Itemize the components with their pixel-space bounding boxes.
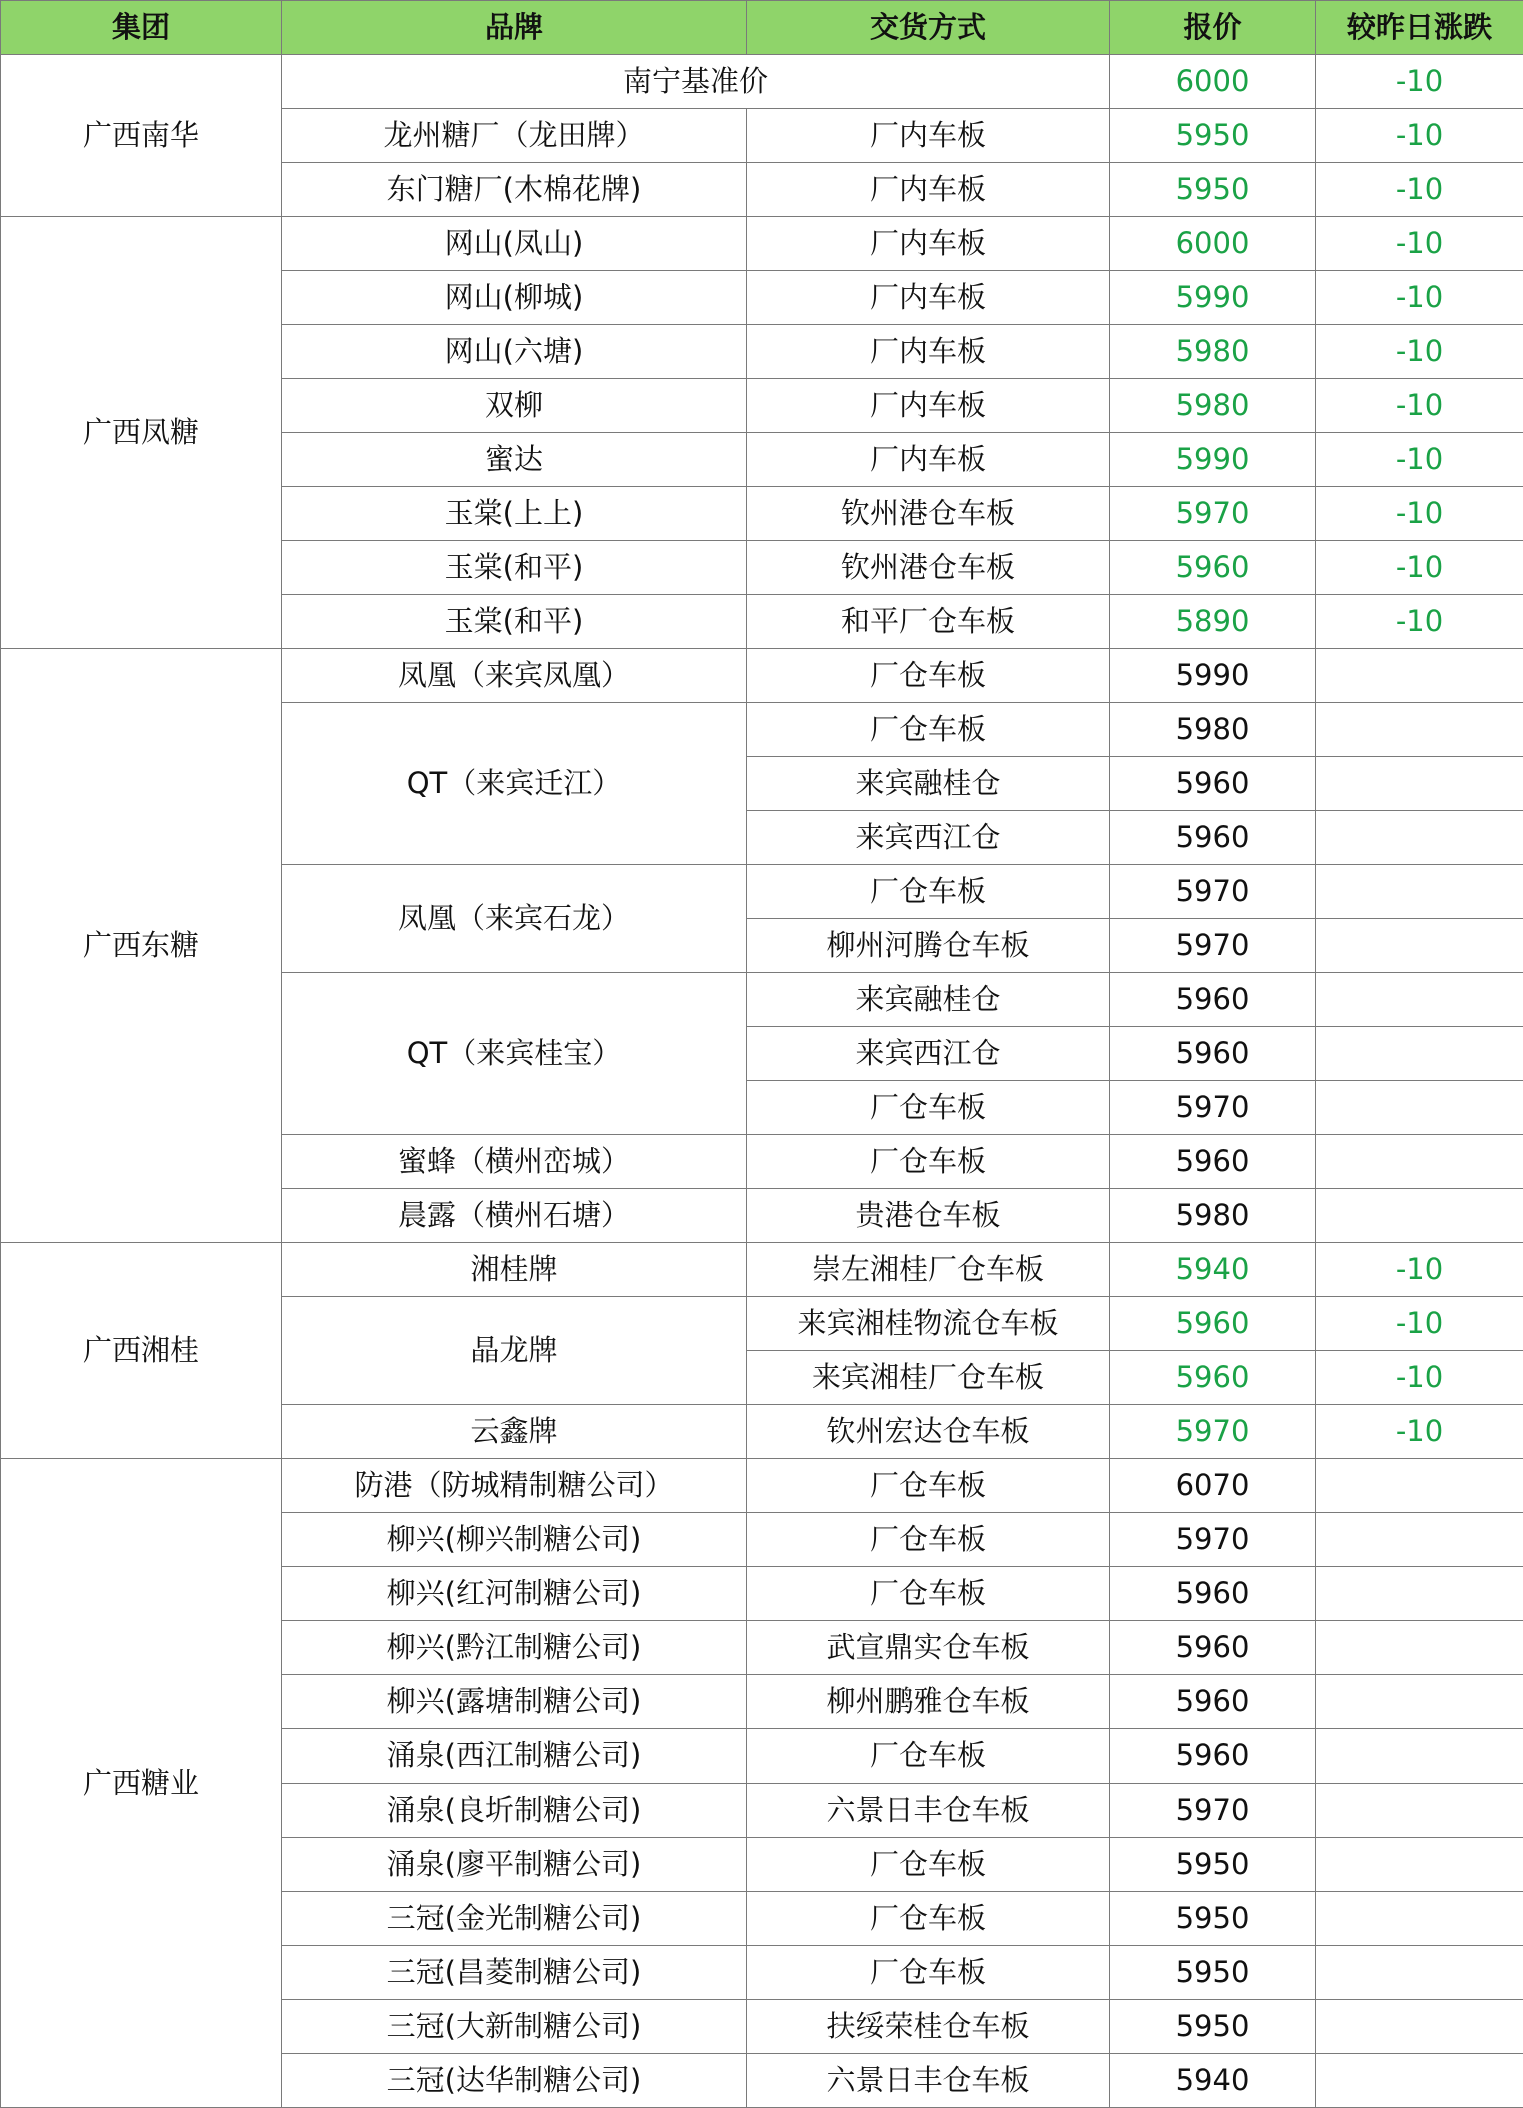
brand-cell: QT（来宾迁江） — [282, 703, 747, 865]
change-cell: -10 — [1316, 379, 1523, 433]
change-cell — [1316, 865, 1523, 919]
delivery-cell: 厂内车板 — [747, 217, 1110, 271]
price-cell: 5970 — [1110, 919, 1316, 973]
brand-cell: 晨露（横州石塘） — [282, 1189, 747, 1243]
brand-cell: 玉棠(和平) — [282, 541, 747, 595]
delivery-cell: 钦州宏达仓车板 — [747, 1405, 1110, 1459]
header-price: 报价 — [1110, 1, 1316, 55]
change-cell: -10 — [1316, 325, 1523, 379]
change-cell: -10 — [1316, 1297, 1523, 1351]
brand-cell: 网山(凤山) — [282, 217, 747, 271]
price-cell: 5950 — [1110, 163, 1316, 217]
price-cell: 5960 — [1110, 973, 1316, 1027]
change-cell: -10 — [1316, 1243, 1523, 1297]
price-cell: 5970 — [1110, 1405, 1316, 1459]
delivery-cell: 厂内车板 — [747, 325, 1110, 379]
brand-cell: 涌泉(西江制糖公司) — [282, 1729, 747, 1783]
brand-cell: 柳兴(露塘制糖公司) — [282, 1675, 747, 1729]
price-cell: 5960 — [1110, 811, 1316, 865]
brand-cell: 凤凰（来宾石龙） — [282, 865, 747, 973]
brand-cell: 龙州糖厂（龙田牌） — [282, 109, 747, 163]
change-cell — [1316, 1189, 1523, 1243]
group-cell-fengtang: 广西凤糖 — [1, 217, 282, 649]
price-cell: 5950 — [1110, 1999, 1316, 2053]
change-cell — [1316, 1621, 1523, 1675]
change-cell — [1316, 757, 1523, 811]
header-change: 较昨日涨跌 — [1316, 1, 1523, 55]
delivery-cell: 厂内车板 — [747, 109, 1110, 163]
change-cell — [1316, 1729, 1523, 1783]
price-cell: 5970 — [1110, 1513, 1316, 1567]
delivery-cell: 厂仓车板 — [747, 1459, 1110, 1513]
table-row — [1, 55, 1523, 109]
change-cell: -10 — [1316, 217, 1523, 271]
price-cell: 5980 — [1110, 379, 1316, 433]
delivery-cell: 扶绥荣桂仓车板 — [747, 1999, 1110, 2053]
delivery-cell: 和平厂仓车板 — [747, 595, 1110, 649]
price-cell: 5970 — [1110, 1783, 1316, 1837]
delivery-cell: 厂仓车板 — [747, 703, 1110, 757]
delivery-cell: 厂内车板 — [747, 271, 1110, 325]
header-delivery: 交货方式 — [747, 1, 1110, 55]
group-cell-xianggui: 广西湘桂 — [1, 1243, 282, 1459]
delivery-cell: 厂仓车板 — [747, 1945, 1110, 1999]
brand-cell: 云鑫牌 — [282, 1405, 747, 1459]
brand-cell: 玉棠(上上) — [282, 487, 747, 541]
price-cell: 5990 — [1110, 433, 1316, 487]
delivery-cell: 钦州港仓车板 — [747, 487, 1110, 541]
delivery-cell: 厂内车板 — [747, 379, 1110, 433]
table-row — [1, 217, 1523, 271]
price-cell: 5970 — [1110, 865, 1316, 919]
change-cell: -10 — [1316, 595, 1523, 649]
price-cell: 5990 — [1110, 271, 1316, 325]
price-cell: 6000 — [1110, 217, 1316, 271]
change-cell: -10 — [1316, 541, 1523, 595]
change-cell — [1316, 703, 1523, 757]
change-cell — [1316, 1459, 1523, 1513]
change-cell: -10 — [1316, 1405, 1523, 1459]
brand-cell: 柳兴(柳兴制糖公司) — [282, 1513, 747, 1567]
delivery-cell: 贵港仓车板 — [747, 1189, 1110, 1243]
change-cell — [1316, 1999, 1523, 2053]
brand-cell: 涌泉(良圻制糖公司) — [282, 1783, 747, 1837]
change-cell: -10 — [1316, 487, 1523, 541]
price-cell: 6070 — [1110, 1459, 1316, 1513]
price-cell: 5970 — [1110, 487, 1316, 541]
brand-cell: QT（来宾桂宝） — [282, 973, 747, 1135]
delivery-cell: 来宾湘桂物流仓车板 — [747, 1297, 1110, 1351]
change-cell — [1316, 1135, 1523, 1189]
price-cell: 5960 — [1110, 1297, 1316, 1351]
delivery-cell: 厂仓车板 — [747, 1081, 1110, 1135]
change-cell — [1316, 1891, 1523, 1945]
delivery-cell: 六景日丰仓车板 — [747, 2053, 1110, 2107]
price-cell: 5970 — [1110, 1081, 1316, 1135]
brand-cell: 双柳 — [282, 379, 747, 433]
group-cell-tangye: 广西糖业 — [1, 1459, 282, 2108]
brand-cell: 蜜达 — [282, 433, 747, 487]
price-cell: 5950 — [1110, 1945, 1316, 1999]
delivery-cell: 厂内车板 — [747, 433, 1110, 487]
price-cell: 5960 — [1110, 757, 1316, 811]
brand-cell: 东门糖厂(木棉花牌) — [282, 163, 747, 217]
delivery-cell: 六景日丰仓车板 — [747, 1783, 1110, 1837]
change-cell — [1316, 919, 1523, 973]
change-cell: -10 — [1316, 109, 1523, 163]
change-cell — [1316, 1837, 1523, 1891]
brand-cell: 网山(柳城) — [282, 271, 747, 325]
brand-cell: 防港（防城精制糖公司） — [282, 1459, 747, 1513]
delivery-cell: 厂仓车板 — [747, 865, 1110, 919]
brand-cell: 晶龙牌 — [282, 1297, 747, 1405]
brand-cell: 湘桂牌 — [282, 1243, 747, 1297]
change-cell: -10 — [1316, 271, 1523, 325]
table-row — [1, 1243, 1523, 1297]
price-cell: 5890 — [1110, 595, 1316, 649]
delivery-cell: 厂仓车板 — [747, 1837, 1110, 1891]
brand-cell: 柳兴(红河制糖公司) — [282, 1567, 747, 1621]
delivery-cell: 柳州河腾仓车板 — [747, 919, 1110, 973]
price-cell: 5960 — [1110, 1729, 1316, 1783]
delivery-cell: 来宾湘桂厂仓车板 — [747, 1351, 1110, 1405]
header-brand: 品牌 — [282, 1, 747, 55]
change-cell — [1316, 1513, 1523, 1567]
brand-cell: 涌泉(廖平制糖公司) — [282, 1837, 747, 1891]
change-cell: -10 — [1316, 433, 1523, 487]
brand-cell: 三冠(大新制糖公司) — [282, 1999, 747, 2053]
delivery-cell: 武宣鼎实仓车板 — [747, 1621, 1110, 1675]
delivery-cell: 厂仓车板 — [747, 1513, 1110, 1567]
delivery-cell: 来宾融桂仓 — [747, 757, 1110, 811]
brand-cell: 凤凰（来宾凤凰） — [282, 649, 747, 703]
table-row — [1, 1459, 1523, 1513]
delivery-cell: 来宾西江仓 — [747, 1027, 1110, 1081]
change-cell — [1316, 1081, 1523, 1135]
price-cell: 5960 — [1110, 1675, 1316, 1729]
price-cell: 5960 — [1110, 541, 1316, 595]
delivery-cell: 来宾西江仓 — [747, 811, 1110, 865]
brand-cell: 蜜蜂（横州峦城） — [282, 1135, 747, 1189]
price-cell: 5960 — [1110, 1027, 1316, 1081]
price-cell: 5960 — [1110, 1351, 1316, 1405]
change-cell: -10 — [1316, 163, 1523, 217]
price-cell: 5950 — [1110, 1837, 1316, 1891]
change-cell — [1316, 1675, 1523, 1729]
price-cell: 5950 — [1110, 1891, 1316, 1945]
price-cell: 5980 — [1110, 1189, 1316, 1243]
brand-cell: 南宁基准价 — [282, 55, 1110, 109]
brand-cell: 三冠(达华制糖公司) — [282, 2053, 747, 2107]
brand-cell: 三冠(金光制糖公司) — [282, 1891, 747, 1945]
change-cell — [1316, 649, 1523, 703]
change-cell: -10 — [1316, 1351, 1523, 1405]
brand-cell: 玉棠(和平) — [282, 595, 747, 649]
delivery-cell: 柳州鹏雅仓车板 — [747, 1675, 1110, 1729]
delivery-cell: 厂仓车板 — [747, 1567, 1110, 1621]
price-cell: 5940 — [1110, 2053, 1316, 2107]
price-cell: 5940 — [1110, 1243, 1316, 1297]
price-cell: 6000 — [1110, 55, 1316, 109]
price-cell: 5950 — [1110, 109, 1316, 163]
group-cell-dongtang: 广西东糖 — [1, 649, 282, 1243]
price-cell: 5980 — [1110, 325, 1316, 379]
price-cell: 5980 — [1110, 703, 1316, 757]
change-cell — [1316, 1783, 1523, 1837]
delivery-cell: 厂内车板 — [747, 163, 1110, 217]
change-cell — [1316, 1945, 1523, 1999]
change-cell — [1316, 1027, 1523, 1081]
delivery-cell: 崇左湘桂厂仓车板 — [747, 1243, 1110, 1297]
delivery-cell: 来宾融桂仓 — [747, 973, 1110, 1027]
price-cell: 5960 — [1110, 1567, 1316, 1621]
group-cell-nanhua: 广西南华 — [1, 55, 282, 217]
delivery-cell: 厂仓车板 — [747, 1135, 1110, 1189]
header-group: 集团 — [1, 1, 282, 55]
delivery-cell: 厂仓车板 — [747, 649, 1110, 703]
brand-cell: 网山(六塘) — [282, 325, 747, 379]
change-cell — [1316, 973, 1523, 1027]
delivery-cell: 厂仓车板 — [747, 1729, 1110, 1783]
price-cell: 5960 — [1110, 1135, 1316, 1189]
change-cell — [1316, 1567, 1523, 1621]
change-cell — [1316, 2053, 1523, 2107]
price-cell: 5990 — [1110, 649, 1316, 703]
change-cell — [1316, 811, 1523, 865]
brand-cell: 柳兴(黔江制糖公司) — [282, 1621, 747, 1675]
delivery-cell: 钦州港仓车板 — [747, 541, 1110, 595]
delivery-cell: 厂仓车板 — [747, 1891, 1110, 1945]
price-cell: 5960 — [1110, 1621, 1316, 1675]
change-cell: -10 — [1316, 55, 1523, 109]
brand-cell: 三冠(昌菱制糖公司) — [282, 1945, 747, 1999]
table-row — [1, 649, 1523, 703]
header-row — [1, 1, 1523, 55]
